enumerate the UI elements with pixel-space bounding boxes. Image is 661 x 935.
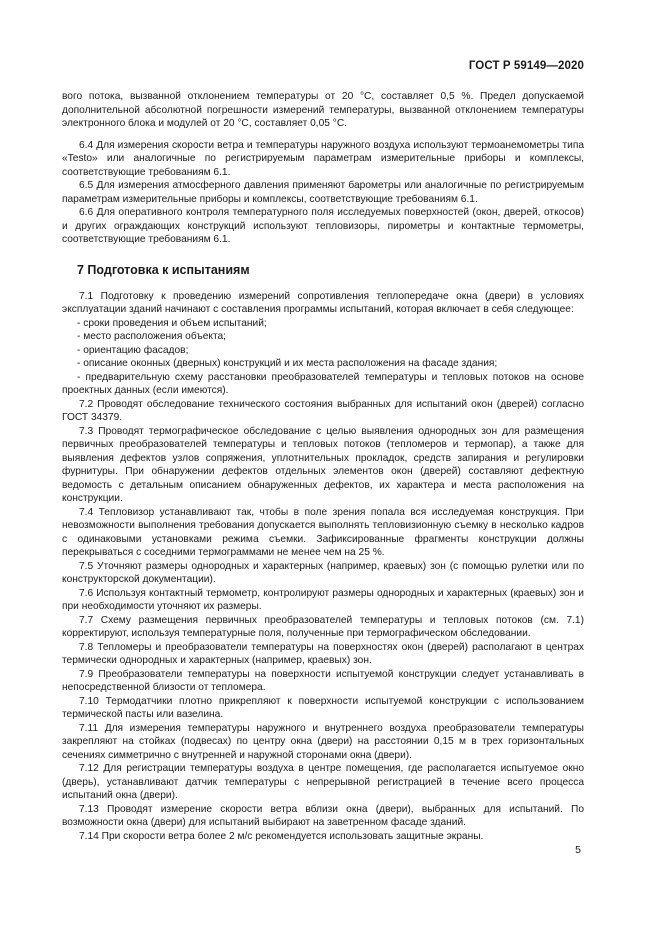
paragraph-7-11: 7.11 Для измерения температуры наружного и внутреннего воздуха преобразователи температуры закрепляют на стойках (подвесах) по центру окна (двери) на расстоянии 0,15 м в трех горизонтальных сечениях симметрично с внутренней и наружной сторонами окна (двери). — [62, 722, 584, 761]
paragraph-7-12: 7.12 Для регистрации температуры воздуха в центре помещения, где располагается испытуемое окно (дверь), устанавливают датчик температуры с непрерывной регистрацией в течение всего процесса испытаний окна (двери). — [62, 763, 584, 801]
section-7-title: 7 Подготовка к испытаниям — [77, 262, 250, 277]
list-item: - сроки проведения и объем испытаний; — [77, 317, 267, 329]
paragraph-7-4: 7.4 Тепловизор устанавливают так, чтобы в поле зрения попала вся исследуемая конструкция. При невозможности выполнения требования допускается выполнять тепловизионную съемку в несколько кадров с одинаковыми установками режима съемки. Зафиксированные фрагменты конструкции должны перекрываться с соседними термограммами не менее чем на 25 %. — [62, 506, 584, 558]
list-item: - предварительную схему расстановки преобразователей температуры и тепловых потоков на основе проектных данных (если имеются). — [62, 371, 584, 396]
paragraph-7-1: 7.1 Подготовку к проведению измерений сопротивления теплопередаче окна (двери) в условиях эксплуатации зданий начинают с составления программы испытаний, которая включает в себя следующее: — [62, 290, 584, 315]
paragraph-7-10: 7.10 Термодатчики плотно прикрепляют к поверхности испытуемой конструкции с использованием термической пасты или вазелина. — [62, 695, 584, 720]
paragraph-6-4: 6.4 Для измерения скорости ветра и температуры наружного воздуха используют термоанемометры типа «Testo» или аналогичные по регистрируемым параметрам измерительные приборы и комплексы, соответствующие требованиям 6.1. — [62, 139, 584, 178]
paragraph-7-8: 7.8 Тепломеры и преобразователи температуры на поверхностях окон (дверей) располагают в центрах термически однородных и характерных (например, краевых) зон. — [62, 641, 584, 666]
paragraph-7-2: 7.2 Проводят обследование технического состояния выбранных для испытаний окон (дверей) согласно ГОСТ 34379. — [62, 398, 584, 423]
paragraph-7-9: 7.9 Преобразователи температуры на поверхности испытуемой конструкции следует устанавливать в непосредственной близости от тепломера. — [62, 668, 584, 693]
paragraph-7-14: 7.14 При скорости ветра более 2 м/с рекомендуется использовать защитные экраны. — [79, 830, 484, 842]
list-item: - описание оконных (дверных) конструкций и их места расположения на фасаде здания; — [77, 358, 498, 369]
continuation-paragraph: вого потока, вызванной отклонением температуры от 20 °С, составляет 0,5 %. Предел допускаемой дополнительной абсолютной погрешности измерений температуры, вызванной отклонением температуры электронного блока и модулей от 20 °С, составляет 0,05 °С. — [62, 91, 584, 129]
list-item: - ориентацию фасадов; — [77, 344, 189, 356]
paragraph-7-5: 7.5 Уточняют размеры однородных и характерных (например, краевых) зон (с помощью рулетки или по конструкторской документации). — [62, 560, 584, 585]
paragraph-7-7: 7.7 Схему размещения первичных преобразователей температуры и тепловых потоков (см. 7.1) корректируют, используя температурные поля, полученные при термографическом обследовании. — [62, 614, 584, 639]
list-item: - место расположения объекта; — [77, 331, 226, 342]
paragraph-6-5: 6.5 Для измерения атмосферного давления применяют барометры или аналогичные по регистрируемым параметрам измерительные приборы и комплексы, соответствующие требованиям 6.1. — [62, 180, 584, 205]
paragraph-7-3: 7.3 Проводят термографическое обследование с целью выявления однородных зон для размещения первичных преобразователей температуры и тепловых потоков (тепломеров и термопар), а также для выявления дефектов узлов сопряжения, уплотнительных прокладок, средств запирания и регулировки фурнитуры. При обнаружении дефектов отдельных элементов окон (дверей) составляют дефектную ведомость с детальным описанием обнаруженных дефектов, их характера и места расположения на конструкции. — [62, 425, 584, 504]
paragraph-6-6: 6.6 Для оперативного контроля температурного поля исследуемых поверхностей (окон, дверей, откосов) и других ограждающих конструкций используют тепловизоры, пирометры и контактные термометры, соответствующие требованиям 6.1. — [62, 207, 584, 245]
paragraph-7-13: 7.13 Проводят измерение скорости ветра вблизи окна (двери), выбранных для испытаний. По возможности окна (двери) для испытаний выбирают на заветренном фасаде зданий. — [62, 803, 584, 828]
page-number: 5 — [575, 844, 581, 856]
paragraph-7-6: 7.6 Используя контактный термометр, контролируют размеры однородных и характерных (краевых) зон и при необходимости уточняют их размеры. — [62, 587, 584, 612]
document-header: ГОСТ Р 59149—2020 — [468, 60, 584, 72]
page-content — [62, 90, 584, 843]
